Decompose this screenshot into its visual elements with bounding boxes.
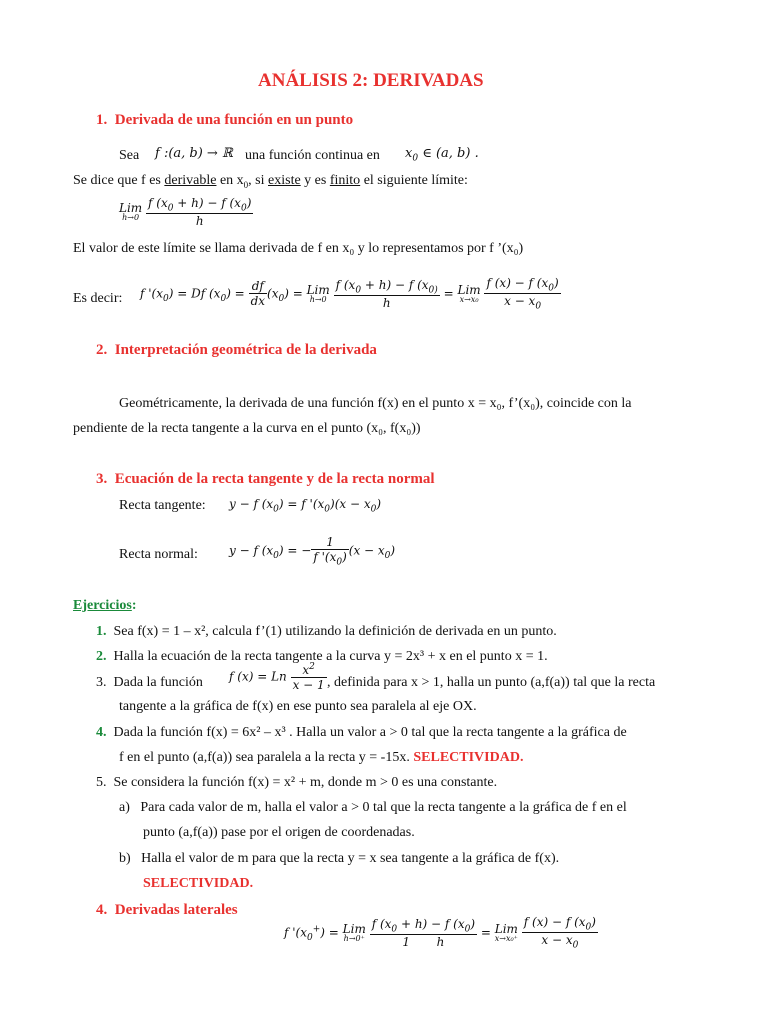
section-title: Derivada de una función en un punto (114, 112, 354, 128)
exercises-heading: Ejercicios: (73, 598, 137, 613)
tangent-line-label: Recta tangente: (119, 498, 206, 513)
ln-function-formula: f (x) = Ln $\frac{x^2}{x - 1}$ (229, 662, 325, 692)
tangent-line-formula: y − f $(x_0) = f$ '$(x_0)(x - x_0)$ (229, 497, 382, 515)
exercise-5a-line-1: a) Para cada valor de m, halla el valor a > 0 tal que la recta tangente a la gráfica de f en el (119, 800, 627, 815)
lateral-derivative-formula: f '$(x_0^+)$ = Lim h→0⁺ $\frac{f (x_0 + h) - f (x_0)}{1 h}$ = Lim x→x₀⁺ $\frac{f (x) - f (x_0)}{x - x_0}$ (284, 915, 596, 951)
exercise-5b-line-1: b) Halla el valor de m para que la recta y = x sea tangente a la gráfica de f(x). (119, 851, 560, 866)
exercise-3-line-2: tangente a la gráfica de f(x) en ese punto sea paralela al eje OX. (119, 699, 477, 714)
exercise-item: 3. Dada la función (96, 675, 203, 690)
derivable-definition: Se dice que f es derivable en $x_0$, si existe y es finito el siguiente límite: (73, 173, 468, 190)
derivative-notation-text: El valor de este límite se llama derivada de f en x₀ y lo representamos por f ’(x₀) (73, 241, 524, 256)
section-3-heading: 3. Ecuación de la recta tangente y de la recta normal (96, 471, 435, 487)
page-title: ANÁLISIS 2: DERIVADAS (258, 70, 484, 91)
exercise-3-continuation: , definida para x > 1, halla un punto (a,f(a)) tal que la recta (327, 675, 656, 690)
limit-definition-formula: Lim h→0 $\frac{f (x_0 + h) - f (x_0)}{h}$ (119, 196, 252, 229)
exercise-item: 5. Se considera la función f(x) = x² + m, donde m > 0 es una constante. (96, 775, 498, 790)
section-1-heading (96, 112, 353, 129)
section-2-heading: 2. Interpretación geométrica de la derivada (96, 342, 377, 358)
section-number: 1. (96, 112, 108, 128)
exercise-item: 1. Sea f(x) = 1 – x², calcula f’(1) utilizando la definición de derivada en un punto. (96, 624, 557, 639)
continuity-text: una función continua en (245, 148, 380, 163)
definition-line: Sea (119, 148, 140, 163)
exercise-item: 4. Dada la función f(x) = 6x² – x³ . Halla un valor a > 0 tal que la recta tangente a la gráfica de (96, 725, 627, 740)
exercise-item: 2. Halla la ecuación de la recta tangente a la curva y = 2x³ + x en el punto x = 1. (96, 649, 548, 664)
geometric-paragraph-line-1: Geométricamente, la derivada de una función f(x) en el punto x = x₀, f’(x₀), coincide con la (119, 396, 632, 411)
section-4-heading: 4. Derivadas laterales (96, 902, 238, 918)
exercise-5a-line-2: punto (a,f(a)) pase por el origen de coordenadas. (143, 825, 415, 840)
function-mapping-formula: f :(a, b) → ℝ (155, 146, 233, 161)
exercise-5b-selectividad: SELECTIVIDAD. (143, 876, 254, 891)
es-decir-label: Es decir: (73, 291, 123, 306)
geometric-paragraph-line-2: pendiente de la recta tangente a la curva en el punto (x₀, f(x₀)) (73, 421, 421, 436)
normal-line-label: Recta normal: (119, 547, 198, 562)
exercise-4-line-2: f en el punto (a,f(a)) sea paralela a la recta y = -15x. SELECTIVIDAD. (119, 750, 524, 765)
normal-line-formula: y − f $(x_0)$ = − $\frac{1}{f '(x_0)}$ $(x - x_0)$ (229, 535, 396, 568)
x0-in-interval-formula: $x_0$ ∈ (a, b) . (405, 146, 479, 164)
derivative-equivalence-formula: f '$(x_0) = Df$ $(x_0)$ = $\frac{df}{dx}$ $(x_0)$ = Lim h→0 $\frac{f (x_0 + h) - f (x_{0)}}{h}$ = Lim x→x₀ $\frac{f (x) - f (x_0)}{x - x_0}$ (140, 276, 559, 312)
